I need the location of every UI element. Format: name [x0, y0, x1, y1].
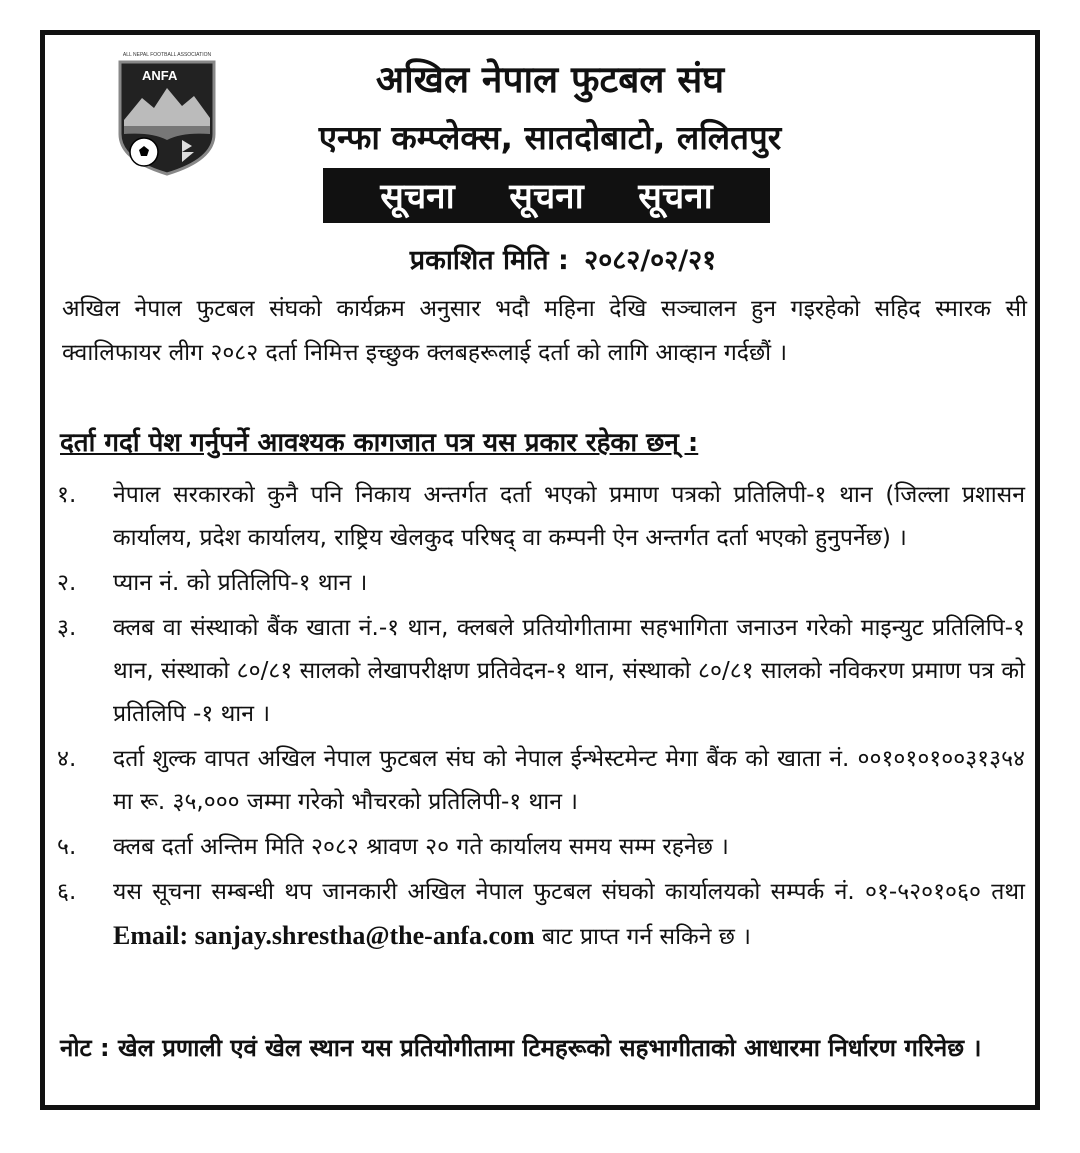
requirements-list: [57, 474, 1025, 961]
intro-paragraph: अखिल नेपाल फुटबल संघको कार्यक्रम अनुसार भदौ महिना देखि सञ्चालन हुन गइरहेको सहिद स्मारक सी क्वालिफायर लीग २०८२ दर्ता निमित्त इच्छुक क्लबहरूलाई दर्ता को लागि आव्हान गर्दछौं ।: [62, 296, 1027, 366]
item-number: ५.: [57, 834, 77, 860]
organization-title: अखिल नेपाल फुटबल संघ: [375, 58, 725, 101]
notice-banner: [323, 168, 770, 223]
item-number: ४.: [57, 746, 77, 772]
note-paragraph: नोट : खेल प्रणाली एवं खेल स्थान यस प्रतियोगीतामा टिमहरूको सहभागीताको आधारमा निर्धारण गरिनेछ ।: [60, 1034, 982, 1062]
item-text: दर्ता शुल्क वापत अखिल नेपाल फुटबल संघ को नेपाल ईन्भेस्टमेन्ट मेगा बैंक को खाता नं. ००१०१०१००३१३५४ मा रू. ३५,००० जम्मा गरेको भौचरको प्रतिलिपी-१ थान ।: [113, 746, 1025, 815]
list-item: [57, 562, 1025, 605]
list-item-contact: [57, 871, 1025, 959]
item-number: ६.: [57, 879, 77, 905]
anfa-logo: [112, 48, 222, 176]
list-item: [57, 474, 1025, 560]
published-label: प्रकाशित मिति :: [409, 245, 569, 276]
published-date: [260, 240, 860, 277]
contact-email[interactable]: Email: sanjay.shrestha@the-anfa.com: [113, 921, 535, 950]
banner-word: सूचना: [638, 177, 713, 217]
contact-text-end: बाट प्राप्त गर्न सकिने छ ।: [541, 924, 751, 950]
item-text: [113, 871, 1025, 959]
banner-word: सूचना: [509, 177, 584, 217]
contact-text: यस सूचना सम्बन्धी थप जानकारी अखिल नेपाल फुटबल संघको कार्यालयको सम्पर्क नं. ०१-५२०१०६० तथा: [113, 879, 1025, 905]
item-text: नेपाल सरकारको कुनै पनि निकाय अन्तर्गत दर्ता भएको प्रमाण पत्रको प्रतिलिपी-१ थान (जिल्ला प्रशासन कार्यालय, प्रदेश कार्यालय, राष्ट्रिय खेलकुद परिषद् वा कम्पनी ऐन अन्तर्गत दर्ता भएको हुनुपर्नेछ) ।: [113, 482, 1025, 551]
item-text: प्यान नं. को प्रतिलिपि-१ थान ।: [113, 570, 368, 596]
banner-word: सूचना: [380, 177, 455, 217]
item-number: ३.: [57, 615, 77, 641]
list-item: [57, 738, 1025, 824]
requirements-heading: दर्ता गर्दा पेश गर्नुपर्ने आवश्यक कागजात पत्र यस प्रकार रहेका छन् :: [60, 428, 699, 458]
list-item: [57, 607, 1025, 736]
organization-address: एन्फा कम्प्लेक्स, सातदोबाटो, ललितपुर: [318, 118, 782, 157]
published-date-value: २०८२/०२/२१: [584, 245, 717, 276]
item-text: क्लब दर्ता अन्तिम मिति २०८२ श्रावण २० गते कार्यालय समय सम्म रहनेछ ।: [113, 834, 729, 860]
logo-top-text: ALL NEPAL FOOTBALL ASSOCIATION: [122, 52, 212, 58]
logo-acronym: ANFA: [142, 68, 178, 83]
list-item: [57, 826, 1025, 869]
item-number: २.: [57, 570, 77, 596]
item-number: १.: [57, 482, 77, 508]
item-text: क्लब वा संस्थाको बैंक खाता नं.-१ थान, क्लबले प्रतियोगीतामा सहभागिता जनाउन गरेको माइन्युट प्रतिलिपि-१ थान, संस्थाको ८०/८१ सालको लेखापरीक्षण प्रतिवेदन-१ थान, संस्थाको ८०/८१ सालको नविकरण प्रमाण पत्र को प्रतिलिपि -१ थान ।: [113, 615, 1025, 727]
